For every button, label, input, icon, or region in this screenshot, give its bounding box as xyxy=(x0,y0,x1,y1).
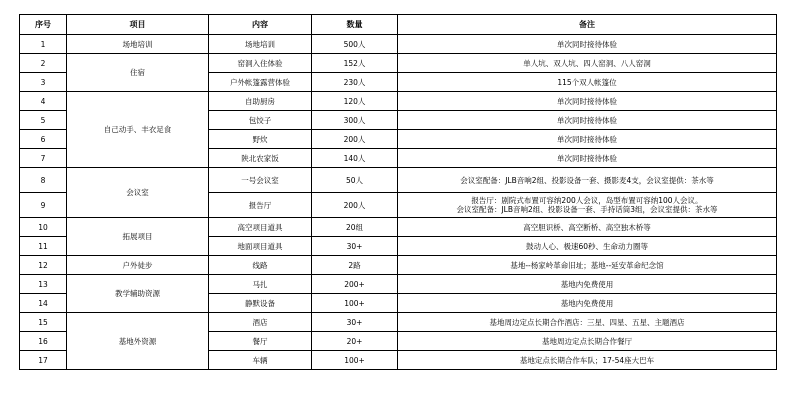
row-project: 教学辅助资源 xyxy=(67,275,209,313)
row-quantity: 200人 xyxy=(312,193,398,218)
header-quantity: 数量 xyxy=(312,15,398,35)
row-remark: 会议室配备：JLB音响2组、投影设备一套、摄影麦4支，会议室提供：茶水等 xyxy=(398,168,777,193)
resource-table xyxy=(19,14,777,370)
row-quantity: 200+ xyxy=(312,275,398,294)
row-num: 16 xyxy=(20,332,67,351)
row-quantity: 20组 xyxy=(312,218,398,237)
row-num: 4 xyxy=(20,92,67,111)
row-quantity: 50人 xyxy=(312,168,398,193)
header-remark: 备注 xyxy=(398,15,777,35)
row-num: 14 xyxy=(20,294,67,313)
row-content: 报告厅 xyxy=(209,193,312,218)
row-quantity: 30+ xyxy=(312,237,398,256)
row-project: 基地外资源 xyxy=(67,313,209,370)
row-remark: 单次同时接待体验 xyxy=(398,92,777,111)
table-row xyxy=(20,256,777,275)
row-content: 马扎 xyxy=(209,275,312,294)
row-quantity: 230人 xyxy=(312,73,398,92)
row-project: 拓展项目 xyxy=(67,218,209,256)
row-num: 11 xyxy=(20,237,67,256)
row-project: 自己动手、丰衣足食 xyxy=(67,92,209,168)
row-quantity: 20+ xyxy=(312,332,398,351)
header-project: 项目 xyxy=(67,15,209,35)
row-content: 高空项目道具 xyxy=(209,218,312,237)
row-remark: 115个双人帐篷位 xyxy=(398,73,777,92)
row-quantity: 30+ xyxy=(312,313,398,332)
row-remark: 单次同时接待体验 xyxy=(398,130,777,149)
row-content: 窑洞入住体验 xyxy=(209,54,312,73)
row-num: 15 xyxy=(20,313,67,332)
row-remark: 基地定点长期合作车队；17-54座大巴车 xyxy=(398,351,777,370)
row-project: 会议室 xyxy=(67,168,209,218)
row-num: 5 xyxy=(20,111,67,130)
table-row xyxy=(20,35,777,54)
row-num: 10 xyxy=(20,218,67,237)
row-content: 户外帐篷露营体验 xyxy=(209,73,312,92)
header-row xyxy=(20,15,777,35)
row-quantity: 2路 xyxy=(312,256,398,275)
row-project: 住宿 xyxy=(67,54,209,92)
row-content: 餐厅 xyxy=(209,332,312,351)
row-content: 车辆 xyxy=(209,351,312,370)
row-quantity: 152人 xyxy=(312,54,398,73)
row-content: 野炊 xyxy=(209,130,312,149)
row-num: 17 xyxy=(20,351,67,370)
row-project: 户外徒步 xyxy=(67,256,209,275)
table-row xyxy=(20,168,777,193)
row-remark: 基地内免费使用 xyxy=(398,275,777,294)
row-content: 地面项目道具 xyxy=(209,237,312,256)
row-remark: 鼓动人心、极速60秒、生命动力圈等 xyxy=(398,237,777,256)
row-num: 3 xyxy=(20,73,67,92)
row-content: 线路 xyxy=(209,256,312,275)
row-num: 9 xyxy=(20,193,67,218)
row-remark xyxy=(398,193,777,218)
row-num: 12 xyxy=(20,256,67,275)
row-quantity: 140人 xyxy=(312,149,398,168)
row-num: 7 xyxy=(20,149,67,168)
row-remark: 基地--杨家岭革命旧址；基地--延安革命纪念馆 xyxy=(398,256,777,275)
row-quantity: 100+ xyxy=(312,294,398,313)
row-num: 13 xyxy=(20,275,67,294)
row-content: 一号会议室 xyxy=(209,168,312,193)
row-remark: 高空胆识桥、高空断桥、高空独木桥等 xyxy=(398,218,777,237)
row-content: 酒店 xyxy=(209,313,312,332)
row-remark: 单次同时接待体验 xyxy=(398,111,777,130)
row-content: 静默设备 xyxy=(209,294,312,313)
row-remark: 单次同时接待体验 xyxy=(398,149,777,168)
row-remark: 基地周边定点长期合作餐厅 xyxy=(398,332,777,351)
row-content: 场地培训 xyxy=(209,35,312,54)
row-content: 自助厨房 xyxy=(209,92,312,111)
table-row xyxy=(20,54,777,73)
row-quantity: 500人 xyxy=(312,35,398,54)
row-num: 1 xyxy=(20,35,67,54)
row-remark: 单人坑、双人坑、四人窑洞、八人窑洞 xyxy=(398,54,777,73)
table-row xyxy=(20,218,777,237)
row-remark: 单次同时接待体验 xyxy=(398,35,777,54)
table-row xyxy=(20,275,777,294)
row-num: 2 xyxy=(20,54,67,73)
row-quantity: 300人 xyxy=(312,111,398,130)
row-quantity: 100+ xyxy=(312,351,398,370)
row-project: 场地培训 xyxy=(67,35,209,54)
remark-line: 会议室配备：JLB音响2组、投影设备一套、手持话筒3组，会议室提供：茶水等 xyxy=(456,205,718,214)
row-quantity: 120人 xyxy=(312,92,398,111)
table-row xyxy=(20,313,777,332)
table-row xyxy=(20,92,777,111)
row-remark: 基地内免费使用 xyxy=(398,294,777,313)
row-content: 陕北农家饭 xyxy=(209,149,312,168)
header-content: 内容 xyxy=(209,15,312,35)
row-num: 6 xyxy=(20,130,67,149)
row-num: 8 xyxy=(20,168,67,193)
remark-line: 报告厅：剧院式布置可容纳200人会议，岛型布置可容纳100人会议。 xyxy=(471,196,703,205)
row-remark: 基地周边定点长期合作酒店：三星、四星、五星、主题酒店 xyxy=(398,313,777,332)
row-content: 包饺子 xyxy=(209,111,312,130)
header-num: 序号 xyxy=(20,15,67,35)
row-quantity: 200人 xyxy=(312,130,398,149)
